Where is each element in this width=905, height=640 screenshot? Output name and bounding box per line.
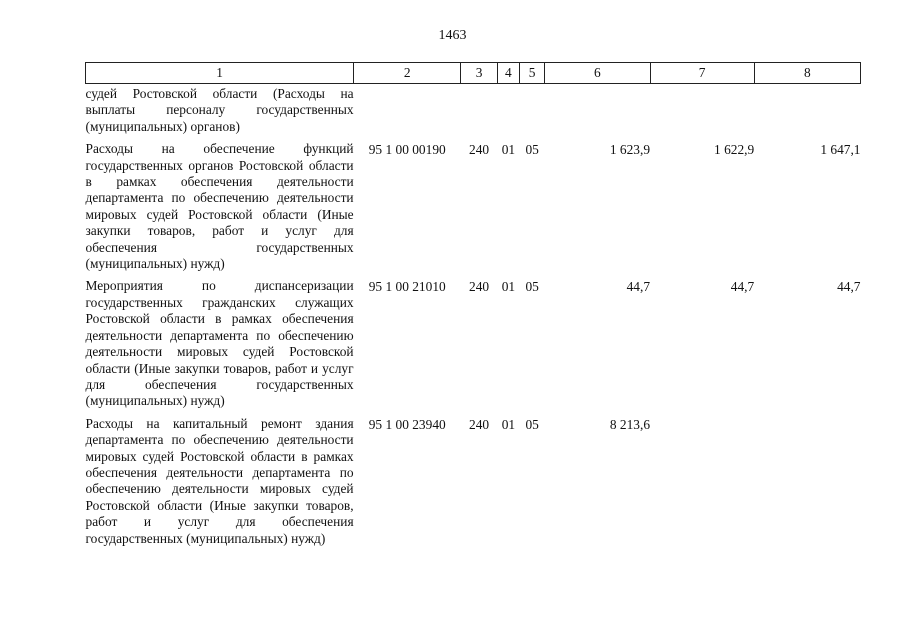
- row-pr: 05: [525, 279, 539, 295]
- table-row: [86, 84, 861, 136]
- row-year2-amount: [650, 84, 754, 136]
- row-vr: [461, 84, 497, 136]
- col-header-description: 1: [86, 63, 354, 84]
- row-year3-amount: 44,7: [837, 279, 861, 295]
- header-row: [86, 63, 861, 84]
- page-number: 1463: [438, 28, 467, 43]
- table-row: [86, 272, 861, 409]
- row-csr: 95 1 00 23940: [368, 416, 446, 432]
- row-pr: 05: [525, 416, 539, 432]
- col-header-vr: 3: [461, 63, 497, 84]
- col-header-pr: 5: [520, 63, 545, 84]
- row-csr: 95 1 00 00190: [368, 142, 446, 158]
- row-year2-amount: [650, 410, 754, 547]
- row-rz: 01: [501, 416, 516, 432]
- row-year3-amount: 1 647,1: [820, 142, 861, 158]
- row-pr: 05: [525, 142, 539, 158]
- row-description: Мероприятия по диспансеризации государственных гражданских служащих Ростовской области в рамках обеспечения деятельности департамента по обеспечению деятельности мировых судей Ростовской области (Иные закупки товаров, работ и услуг для обеспечения государственных (муниципальных) нужд): [85, 278, 354, 409]
- col-header-csr: 2: [354, 63, 461, 84]
- row-pr: [520, 84, 545, 136]
- row-year1-amount: 8 213,6: [609, 416, 651, 432]
- row-description: Расходы на капитальный ремонт здания департамента по обеспечению деятельности мировых судей Ростовской области в рамках обеспечения деятельности департамента по обеспечению деятельности мировых судей Ростовской области (Иные закупки товаров, работ и услуг для обеспечения государственных (муниципальных) нужд): [85, 415, 354, 546]
- col-header-rz: 4: [497, 63, 519, 84]
- table-row: [86, 410, 861, 547]
- row-vr: 240: [469, 279, 490, 295]
- row-rz: 01: [501, 142, 516, 158]
- col-header-year3: 8: [754, 63, 860, 84]
- row-vr: 240: [469, 416, 490, 432]
- row-year2-amount: 1 622,9: [714, 142, 755, 158]
- row-year3-amount: [754, 410, 860, 547]
- row-csr: 95 1 00 21010: [368, 279, 446, 295]
- row-rz: [497, 84, 519, 136]
- row-rz: 01: [501, 279, 516, 295]
- table-row: [86, 135, 861, 272]
- row-year3-amount: [754, 84, 860, 136]
- col-header-year2: 7: [650, 63, 754, 84]
- row-year1-amount: 1 623,9: [609, 142, 651, 158]
- row-year2-amount: 44,7: [730, 279, 755, 295]
- row-vr: 240: [469, 142, 490, 158]
- row-csr: [354, 84, 461, 136]
- row-description: Расходы на обеспечение функций государственных органов Ростовской области в рамках обеспечения деятельности департамента по обеспечению деятельности мировых судей Ростовской области (Иные закупки товаров, работ и услуг для обеспечения государственных (муниципальных) нужд): [85, 141, 354, 272]
- row-year1-amount: [545, 84, 650, 136]
- row-description: судей Ростовской области (Расходы на выплаты персоналу государственных (муниципальных) органов): [85, 86, 354, 134]
- col-header-year1: 6: [545, 63, 650, 84]
- budget-table: [85, 62, 861, 547]
- row-year1-amount: 44,7: [626, 279, 651, 295]
